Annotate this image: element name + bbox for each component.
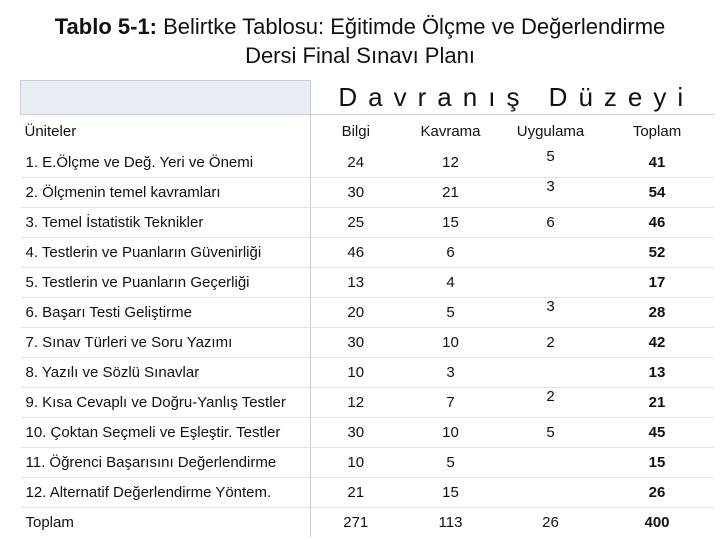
unit-cell: 10. Çoktan Seçmeli ve Eşleştir. Testler — [21, 418, 311, 448]
table-row — [21, 388, 714, 418]
uygulama-cell: 3 — [501, 172, 601, 202]
toplam-cell: 26 — [601, 478, 714, 508]
uygulama-cell — [501, 238, 601, 268]
column-header-bilgi: Bilgi — [311, 115, 401, 149]
specification-table-container — [20, 80, 713, 537]
total-kavrama: 113 — [438, 514, 463, 531]
unit-cell: 7. Sınav Türleri ve Soru Yazımı — [21, 328, 311, 358]
uygulama-cell: 5 — [501, 418, 601, 448]
unit-cell: 4. Testlerin ve Puanların Güvenirliği — [21, 238, 311, 268]
bilgi-cell: 25 — [311, 208, 401, 238]
bilgi-cell: 30 — [311, 178, 401, 208]
toplam-cell: 41 — [601, 148, 714, 178]
toplam-cell: 46 — [601, 208, 714, 238]
unit-cell: 5. Testlerin ve Puanların Geçerliği — [21, 268, 311, 298]
toplam-cell: 28 — [601, 298, 714, 328]
kavrama-cell: 3 — [401, 358, 501, 388]
kavrama-cell: 10 — [401, 418, 501, 448]
table-row — [21, 358, 714, 388]
total-bilgi: 271 — [343, 514, 369, 531]
column-header-row — [21, 115, 714, 149]
table-row — [21, 208, 714, 238]
bilgi-cell: 30 — [311, 328, 401, 358]
table-row — [21, 418, 714, 448]
kavrama-cell: 6 — [401, 238, 501, 268]
title-line-2: Dersi Final Sınavı Planı — [245, 43, 475, 68]
bilgi-cell: 24 — [311, 148, 401, 178]
toplam-cell: 13 — [601, 358, 714, 388]
uygulama-cell: 2 — [501, 328, 601, 358]
bilgi-cell: 20 — [311, 298, 401, 328]
table-row — [21, 328, 714, 358]
table-row — [21, 448, 714, 478]
table-row — [21, 178, 714, 208]
table-row — [21, 148, 714, 178]
kavrama-cell: 12 — [401, 148, 501, 178]
kavrama-cell: 4 — [401, 268, 501, 298]
bilgi-cell: 12 — [311, 388, 401, 418]
bilgi-cell: 30 — [311, 418, 401, 448]
kavrama-cell: 15 — [401, 478, 501, 508]
total-row — [21, 508, 714, 538]
bilgi-cell: 21 — [311, 478, 401, 508]
toplam-cell: 15 — [601, 448, 714, 478]
uygulama-cell — [501, 478, 601, 508]
uygulama-cell: 3 — [501, 292, 601, 322]
title-text: Belirtke Tablosu: Eğitimde Ölçme ve Değerlendirme — [157, 14, 666, 39]
toplam-cell: 42 — [601, 328, 714, 358]
table-row — [21, 238, 714, 268]
column-header-kavrama: Kavrama — [401, 115, 501, 149]
unit-cell: 8. Yazılı ve Sözlü Sınavlar — [21, 358, 311, 388]
behavior-level-header: Davranış Düzeyi — [311, 81, 714, 115]
column-header-toplam: Toplam — [601, 115, 714, 149]
unit-cell: 1. E.Ölçme ve Değ. Yeri ve Önemi — [21, 148, 311, 178]
toplam-cell: 54 — [601, 178, 714, 208]
bilgi-cell: 13 — [311, 268, 401, 298]
specification-table — [20, 80, 714, 537]
table-row — [21, 478, 714, 508]
header-blank-cell — [21, 81, 311, 115]
unit-cell: 12. Alternatif Değerlendirme Yöntem. — [21, 478, 311, 508]
uygulama-cell: 2 — [501, 382, 601, 412]
kavrama-cell: 15 — [401, 208, 501, 238]
unit-cell: 2. Ölçmenin temel kavramları — [21, 178, 311, 208]
uygulama-cell: 5 — [501, 142, 601, 172]
unit-cell: 9. Kısa Cevaplı ve Doğru-Yanlış Testler — [21, 388, 311, 418]
bilgi-cell: 10 — [311, 448, 401, 478]
toplam-cell: 17 — [601, 268, 714, 298]
total-uygulama: 26 — [542, 514, 559, 531]
toplam-cell: 52 — [601, 238, 714, 268]
title-prefix: Tablo 5-1: — [54, 14, 157, 39]
kavrama-cell: 21 — [401, 178, 501, 208]
table-row — [21, 268, 714, 298]
toplam-cell: 21 — [601, 388, 714, 418]
kavrama-cell: 7 — [401, 388, 501, 418]
unit-cell: 6. Başarı Testi Geliştirme — [21, 298, 311, 328]
table-row — [21, 298, 714, 328]
total-label: Toplam — [21, 508, 311, 538]
kavrama-cell: 10 — [401, 328, 501, 358]
uygulama-cell — [501, 448, 601, 478]
bilgi-cell: 46 — [311, 238, 401, 268]
column-header-units: Üniteler — [21, 115, 311, 149]
page-title — [0, 12, 720, 70]
kavrama-cell: 5 — [401, 448, 501, 478]
kavrama-cell: 5 — [401, 298, 501, 328]
column-header-uygulama: Uygulama — [501, 115, 601, 149]
title-line-1 — [0, 12, 720, 41]
unit-cell: 3. Temel İstatistik Teknikler — [21, 208, 311, 238]
bilgi-cell: 10 — [311, 358, 401, 388]
total-toplam: 400 — [644, 514, 670, 531]
unit-cell: 11. Öğrenci Başarısını Değerlendirme — [21, 448, 311, 478]
toplam-cell: 45 — [601, 418, 714, 448]
uygulama-cell: 6 — [501, 208, 601, 238]
behavior-header-row — [21, 81, 714, 115]
